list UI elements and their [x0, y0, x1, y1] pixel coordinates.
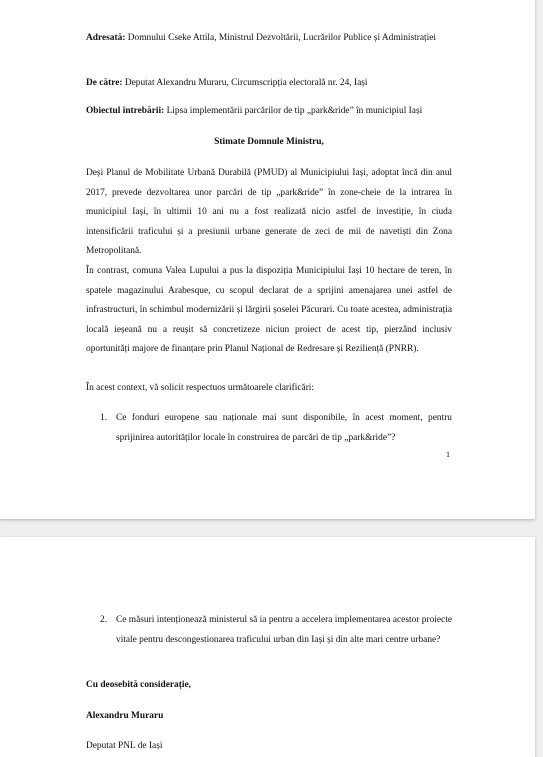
sender-line [86, 74, 452, 94]
signature-title: Deputat PNL de Iași [86, 741, 163, 751]
closing-line: Cu deosebită considerație, [86, 680, 191, 690]
question-1-number: 1. [100, 413, 108, 423]
subject-text: Lipsa implementării parcărilor de tip „park&ride” în municipiul Iași [166, 106, 423, 116]
paragraph-3: În acest context, vă solicit respectuos următoarele clarificări: [86, 383, 315, 393]
question-2 [100, 611, 452, 650]
question-2-number: 2. [100, 615, 108, 625]
paragraph-1: Deși Planul de Mobilitate Urbană Durabilă (PMUD) al Municipiului Iași, adoptat încă din anul 2017, prevede dezvoltarea unor parcări de tip „park&ride” în zone-cheie de la intrarea în municipiul Iași, în ultimii 10 ani nu a fost realizată nicio astfel de investiție, în ciuda intensificării traficului și a presiunii urbane generate de zeci de mii de navetiști din Zona Metropolitană. [86, 168, 452, 256]
question-2-text: Ce măsuri intenționează ministerul să ia pentru a accelera implementarea acestor proiecte vitale pentru descongestionarea traficului urban din Iași și din alte mari centre urbane? [116, 615, 452, 645]
signature-name: Alexandru Muraru [86, 711, 164, 721]
subject-label: Obiectul întrebării: [86, 106, 165, 116]
salutation: Stimate Domnule Ministru, [214, 137, 324, 147]
addressee-label: Adresată: [86, 33, 126, 43]
document-page-2 [0, 537, 535, 757]
question-1-text: Ce fonduri europene sau naționale mai sunt disponibile, în acest moment, pentru sprijinirea autorităților locale în construirea de parcări de tip „park&ride”? [116, 413, 452, 443]
paragraph-2: În contrast, comuna Valea Lupului a pus la dispoziția Municipiului Iași 10 hectare de teren, în spatele magazinului Arabesque, cu scopul declarat de a sprijini amenajarea unei astfel de infrastructuri, în schimbul modernizării și lărgirii șoselei Păcurari. Cu toate acestea, administrația locală ieșeană nu a reușit să concretizeze niciun proiect de acest tip, pierzând inclusiv oportunități majore de finanțare prin Planul Național de Redresare și Reziliență (PNRR). [86, 266, 452, 354]
addressee-line [86, 29, 452, 49]
page-number: 1 [446, 450, 450, 459]
addressee-text: Domnului Csеke Attila, Ministrul Dezvoltării, Lucrărilor Publice și Administrației [127, 33, 437, 43]
subject-line [86, 102, 452, 122]
question-1 [100, 409, 452, 448]
sender-label: De către: [86, 78, 123, 88]
sender-text: Deputat Alexandru Muraru, Circumscripția electorală nr. 24, Iași [124, 78, 368, 88]
